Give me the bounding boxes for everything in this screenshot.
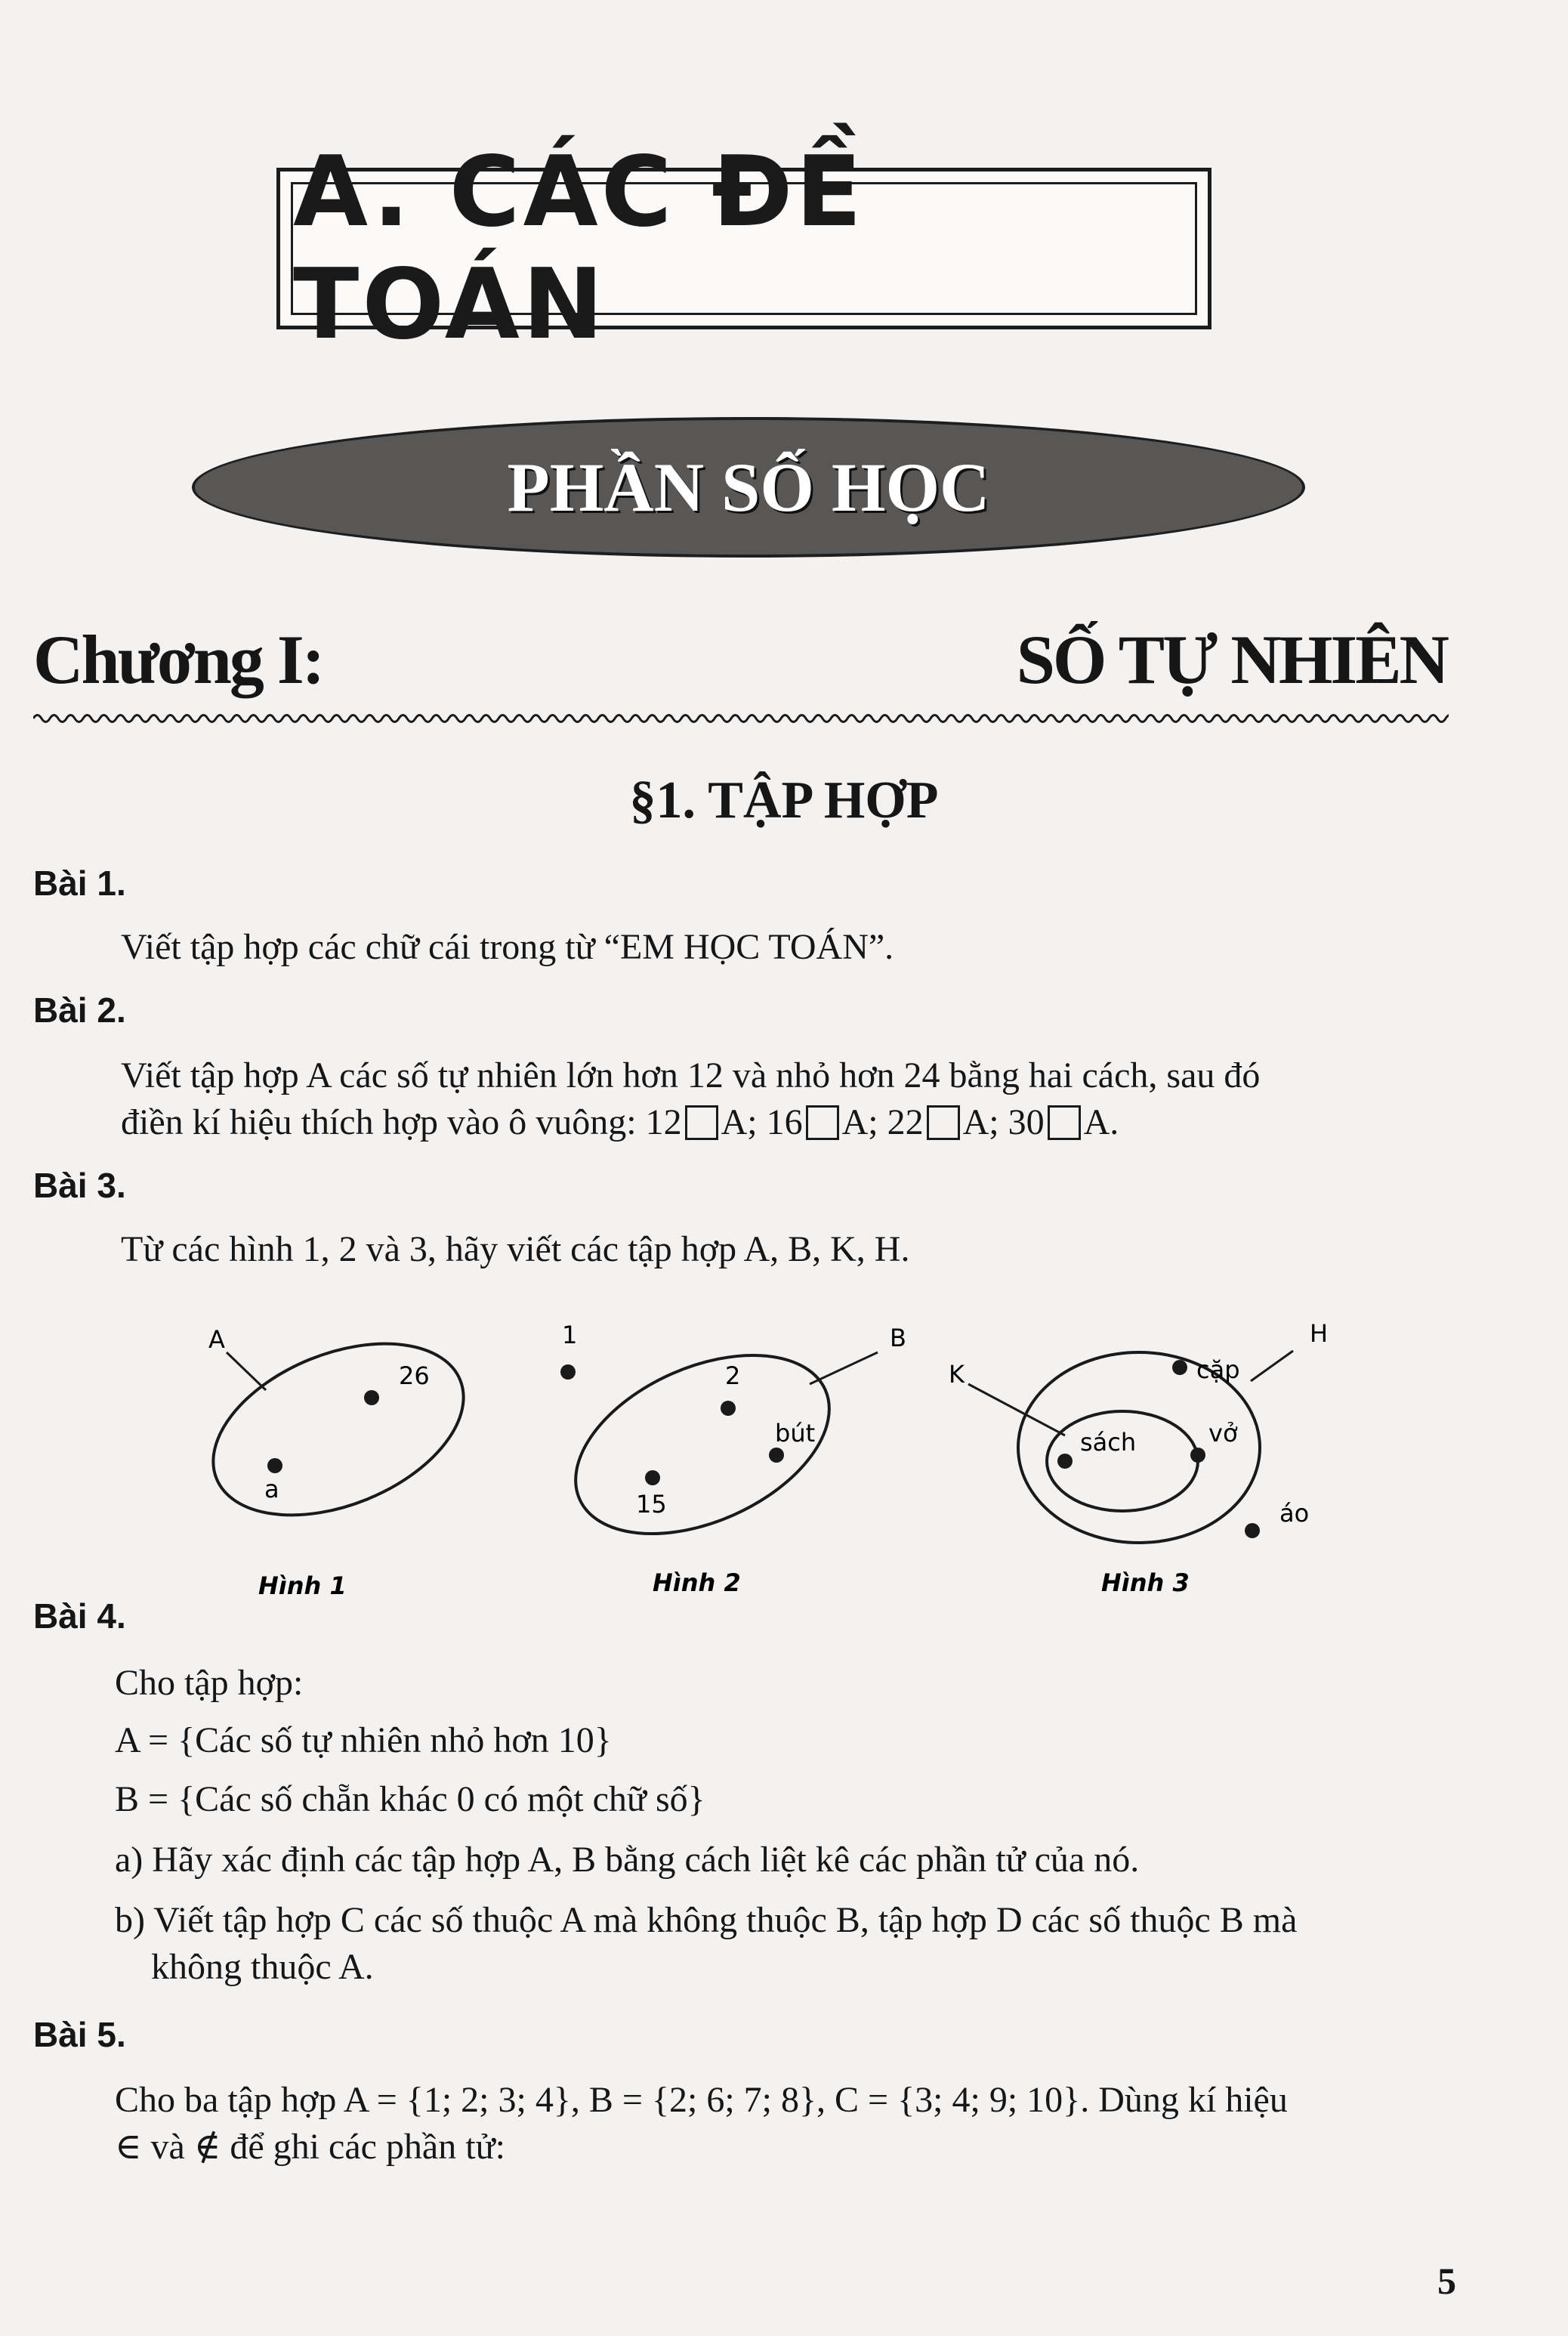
- problem-2-item: A; 30: [962, 1102, 1045, 1142]
- problem-4-part-a: a) Hãy xác định các tập hợp A, B bằng cách liệt kê các phần tử của nó.: [115, 1840, 1140, 1880]
- set-figures: [0, 1299, 1568, 1617]
- figure-1-caption: Hình 1: [258, 1571, 347, 1600]
- element-dot: [645, 1470, 660, 1485]
- element-dot: [769, 1448, 784, 1463]
- page-title: A. CÁC ĐỀ TOÁN: [293, 136, 865, 361]
- outside-element-label: 1: [562, 1321, 578, 1349]
- element-dot: [721, 1401, 736, 1416]
- problem-4-part-b-line2: không thuộc A.: [151, 1947, 374, 1987]
- answer-box[interactable]: [685, 1105, 718, 1140]
- problem-4-intro: Cho tập hợp:: [115, 1663, 304, 1703]
- element-dot: [1057, 1454, 1073, 1469]
- problem-2-item: A.: [1083, 1102, 1119, 1142]
- problem-4-part-b-line1: b) Viết tập hợp C các số thuộc A mà không thuộc B, tập hợp D các số thuộc B mà: [115, 1900, 1298, 1940]
- problem-2-line1: Viết tập hợp A các số tự nhiên lớn hơn 12 và nhỏ hơn 24 bằng hai cách, sau đó: [121, 1055, 1261, 1095]
- problem-2-label: Bài 2.: [33, 990, 126, 1030]
- page-number: 5: [1437, 2260, 1456, 2302]
- problem-3-label: Bài 3.: [33, 1166, 126, 1205]
- problem-2-item: 12: [645, 1102, 682, 1142]
- outside-element-dot: [1245, 1523, 1260, 1538]
- element-label: cặp: [1196, 1355, 1240, 1384]
- outside-element-label: áo: [1279, 1499, 1310, 1528]
- element-dot: [267, 1458, 282, 1473]
- section-title: §1. TẬP HỢP: [629, 771, 939, 830]
- answer-box[interactable]: [806, 1105, 839, 1140]
- set-k-label: K: [949, 1360, 965, 1389]
- chapter-name: SỐ TỰ NHIÊN: [1016, 621, 1447, 698]
- set-h-label: H: [1310, 1319, 1329, 1348]
- problem-2-item: A; 22: [841, 1102, 924, 1142]
- figure-3-caption: Hình 3: [1101, 1568, 1190, 1597]
- chapter-wave-divider: [33, 707, 1449, 730]
- figure-2: [548, 1319, 906, 1597]
- element-label: 15: [636, 1490, 667, 1519]
- element-label: sách: [1080, 1428, 1137, 1457]
- set-b-pointer: [810, 1352, 878, 1384]
- problem-5-line2: ∈ và ∉ để ghi các phần tử:: [115, 2127, 505, 2167]
- figure-2-caption: Hình 2: [653, 1568, 741, 1597]
- title-box: [276, 136, 1211, 361]
- element-dot: [364, 1390, 379, 1405]
- answer-box[interactable]: [1048, 1105, 1081, 1140]
- problem-5-label: Bài 5.: [33, 2015, 126, 2054]
- set-h-pointer: [1251, 1351, 1293, 1381]
- problem-3-text: Từ các hình 1, 2 và 3, hãy viết các tập hợp A, B, K, H.: [121, 1229, 910, 1269]
- part-banner: [192, 417, 1305, 558]
- figure-3: [949, 1319, 1328, 1597]
- problem-1-label: Bài 1.: [33, 864, 126, 903]
- problem-4-set-b: B = {Các số chẵn khác 0 có một chữ số}: [115, 1779, 705, 1819]
- part-title: PHẦN SỐ HỌC: [507, 449, 990, 526]
- problem-2-line2: [121, 1102, 1119, 1142]
- outside-element-dot: [560, 1364, 576, 1380]
- figure-1: [188, 1310, 489, 1600]
- answer-box[interactable]: [927, 1105, 960, 1140]
- problem-2-item: A; 16: [721, 1102, 803, 1142]
- element-label: bút: [775, 1419, 816, 1448]
- element-label: a: [264, 1475, 279, 1503]
- element-dot: [1190, 1448, 1205, 1463]
- set-a-pointer: [227, 1352, 266, 1390]
- set-a-label: A: [208, 1325, 225, 1354]
- element-label: vở: [1208, 1419, 1238, 1448]
- problem-4-set-a: A = {Các số tự nhiên nhỏ hơn 10}: [115, 1720, 612, 1760]
- set-b-label: B: [890, 1324, 906, 1352]
- set-k-pointer: [968, 1384, 1065, 1435]
- problem-2-line2-prefix: điền kí hiệu thích hợp vào ô vuông:: [121, 1102, 637, 1142]
- chapter-label: Chương I:: [33, 621, 323, 698]
- problem-4-label: Bài 4.: [33, 1596, 126, 1636]
- element-label: 26: [399, 1361, 430, 1390]
- problem-5-line1: Cho ba tập hợp A = {1; 2; 3; 4}, B = {2; 6; 7; 8}, C = {3; 4; 9; 10}. Dùng kí hiệu: [115, 2080, 1288, 2120]
- title-box-inner-border: [291, 136, 1197, 361]
- set-a-ellipse: [188, 1310, 489, 1549]
- element-label: 2: [725, 1361, 741, 1390]
- problem-1-text: Viết tập hợp các chữ cái trong từ “EM HỌC TOÁN”.: [121, 927, 894, 967]
- element-dot: [1172, 1360, 1187, 1375]
